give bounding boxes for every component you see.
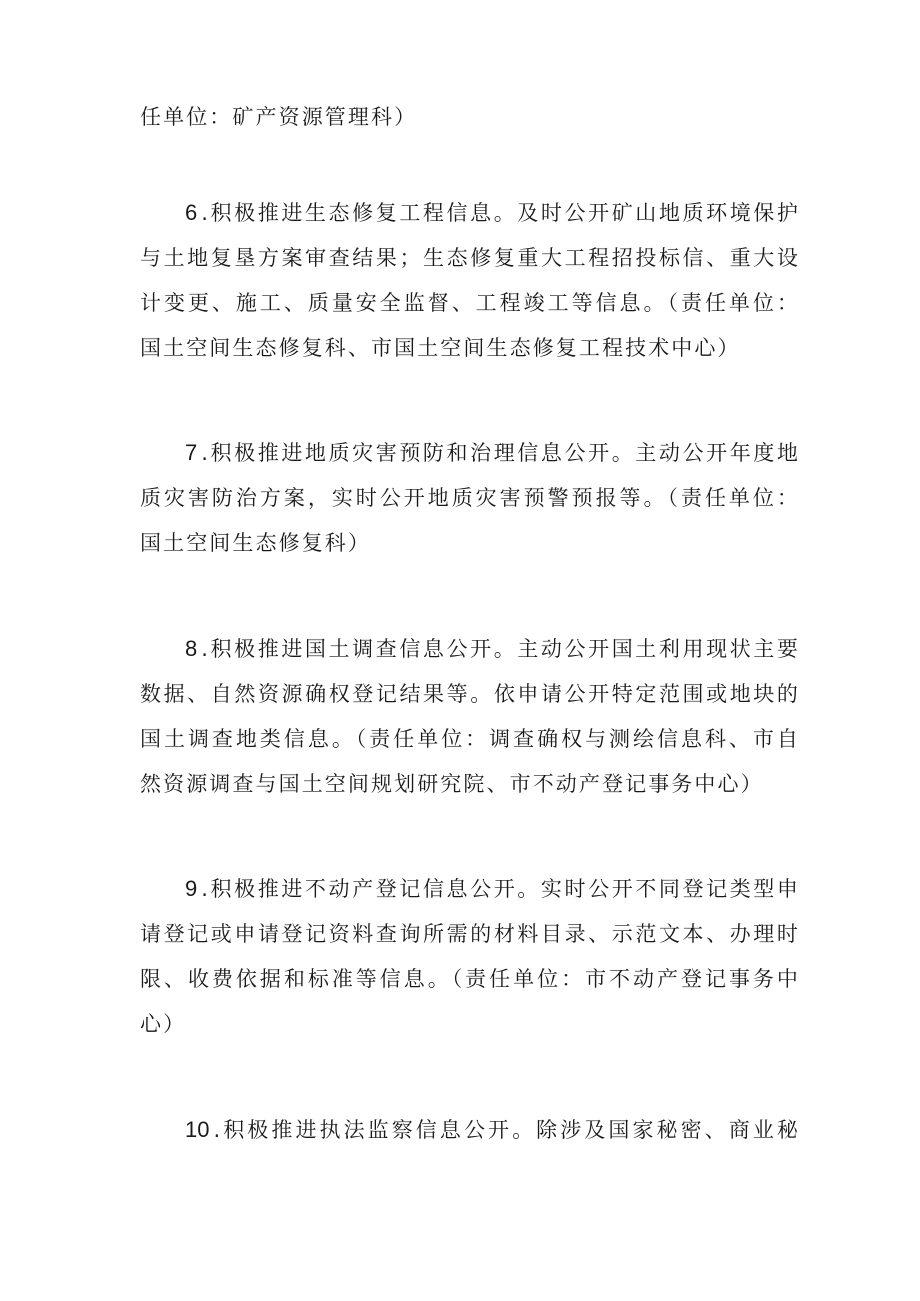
paragraph-text: 然资源调查与国土空间规划研究院、市不动产登记事务中心） (140, 772, 764, 796)
paragraph-text: 计变更、施工、质量安全监督、工程竣工等信息。（责任单位： (140, 291, 800, 315)
paragraph-7-line-1 (185, 438, 800, 468)
paragraph-text: 限、收费依据和标准等信息。（责任单位：市不动产登记事务中 (140, 967, 800, 991)
paragraph-7-line-3 (140, 528, 800, 558)
paragraph-text: 心） (140, 1012, 187, 1036)
paragraph-text: .积极推进国土调查信息公开。主动公开国土利用现状主要 (201, 637, 800, 661)
paragraph-8-line-4 (140, 769, 800, 799)
paragraph-8-line-3 (140, 724, 800, 754)
paragraph-9-number: 9 (185, 876, 198, 901)
paragraph-text: .积极推进不动产登记信息公开。实时公开不同登记类型申 (201, 877, 800, 901)
paragraph-text: .积极推进生态修复工程信息。及时公开矿山地质环境保护 (201, 201, 800, 225)
paragraph-6-line-1 (185, 198, 800, 228)
paragraph-8-number: 8 (185, 636, 198, 661)
paragraph-7-number: 7 (185, 440, 198, 465)
paragraph-10-number: 10 (185, 1117, 210, 1142)
paragraph-7-line-2 (140, 483, 800, 513)
paragraph-6-line-3 (140, 288, 800, 318)
paragraph-text: 国土调查地类信息。（责任单位：调查确权与测绘信息科、市自 (140, 727, 800, 751)
paragraph-text: 与土地复垦方案审查结果；生态修复重大工程招投标信、重大设 (140, 246, 800, 270)
paragraph-text: .积极推进地质灾害预防和治理信息公开。主动公开年度地 (201, 441, 800, 465)
paragraph-9-line-3 (140, 964, 800, 994)
paragraph-10-line-1 (185, 1115, 800, 1145)
paragraph-5-tail-line-1 (140, 102, 800, 132)
paragraph-9-line-1 (185, 874, 800, 904)
paragraph-6-line-2 (140, 243, 800, 273)
paragraph-6-number: 6 (185, 200, 198, 225)
paragraph-text: 国土空间生态修复科） (140, 531, 371, 555)
paragraph-8-line-1 (185, 634, 800, 664)
paragraph-6-line-4 (140, 333, 800, 363)
paragraph-9-line-2 (140, 919, 800, 949)
paragraph-8-line-2 (140, 679, 800, 709)
paragraph-text: 质灾害防治方案，实时公开地质灾害预警预报等。（责任单位： (140, 486, 800, 510)
paragraph-text: .积极推进执法监察信息公开。除涉及国家秘密、商业秘 (213, 1118, 800, 1142)
paragraph-text: 任单位：矿产资源管理科） (140, 105, 418, 129)
paragraph-text: 国土空间生态修复科、市国土空间生态修复工程技术中心） (140, 336, 741, 360)
paragraph-text: 数据、自然资源确权登记结果等。依申请公开特定范围或地块的 (140, 682, 800, 706)
paragraph-9-line-4 (140, 1009, 800, 1039)
paragraph-text: 请登记或申请登记资料查询所需的材料目录、示范文本、办理时 (140, 922, 800, 946)
